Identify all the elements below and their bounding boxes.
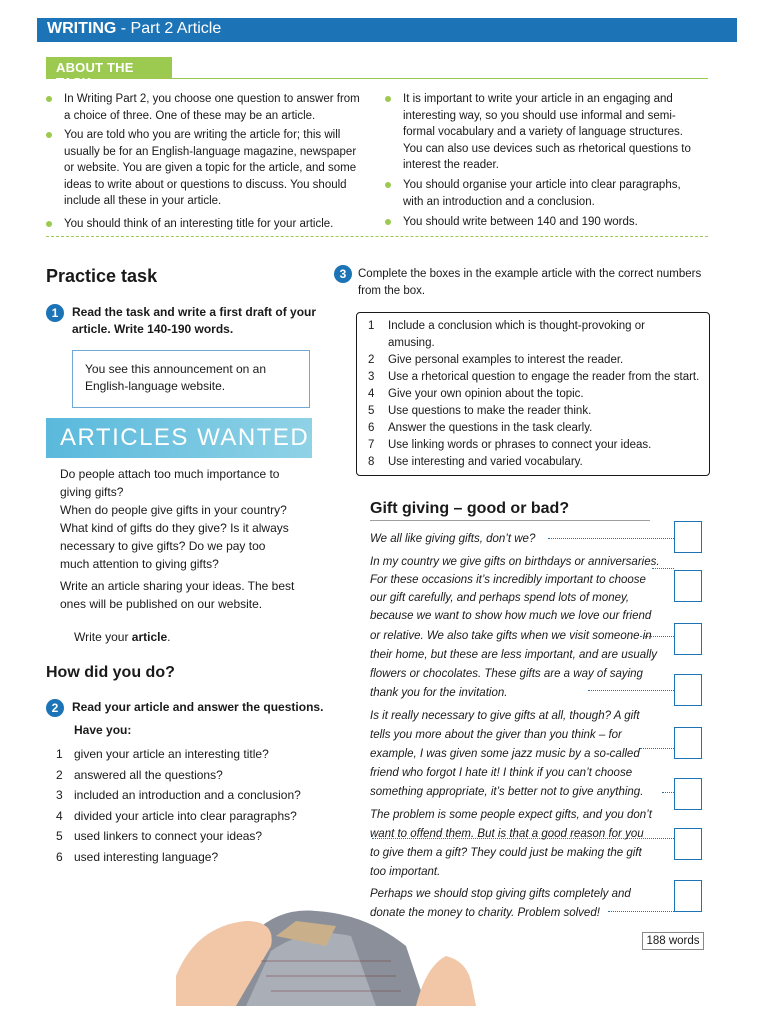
step1-instruction <box>72 304 322 338</box>
how-did-you-do-heading: How did you do? <box>46 664 175 681</box>
article-line: too important. <box>370 866 441 878</box>
answer-box[interactable] <box>674 674 702 706</box>
connector-line <box>652 568 674 569</box>
answer-box[interactable] <box>674 880 702 912</box>
about-bullet-right-3 <box>403 214 708 231</box>
have-you-label: Have you: <box>74 723 132 737</box>
about-bullet-left-1 <box>64 91 374 124</box>
answer-box[interactable] <box>674 828 702 860</box>
step3-line: Complete the boxes in the example article with the correct numbers <box>358 268 702 280</box>
about-line: ideas to write about or questions to discuss. You should <box>64 178 347 191</box>
article-line: their home, but these are less important, and are usually <box>370 649 658 661</box>
section-title-bold: WRITING <box>47 20 117 37</box>
checklist-item <box>56 785 326 806</box>
article-line: to give them a gift? They could just be making the gift <box>370 847 642 859</box>
about-divider-bottom <box>46 236 708 237</box>
answer-box[interactable] <box>674 778 702 810</box>
ad-line: necessary to give gifts? Do we pay too <box>60 539 266 553</box>
connector-line <box>662 792 674 793</box>
option-text: Use interesting and varied vocabulary. <box>388 456 583 468</box>
word-count-badge: 188 words <box>642 932 704 950</box>
ad-line: Do people attach too much importance to <box>60 467 280 481</box>
about-bullet-right-2 <box>403 177 708 210</box>
section-title-rest: - Part 2 Article <box>120 20 222 37</box>
article-line: want to offend them. But is that a good reason for you <box>370 828 644 840</box>
ad-line: much attention to giving gifts? <box>60 557 219 571</box>
about-bullet-left-3 <box>64 216 374 233</box>
bullet-dot-icon <box>385 182 391 188</box>
about-line: with an introduction and a conclusion. <box>403 195 595 208</box>
checklist-text: included an introduction and a conclusion? <box>74 788 301 803</box>
option-number: 2 <box>368 354 375 366</box>
option-text: Give personal examples to interest the reader. <box>388 354 624 366</box>
about-task-tag <box>46 57 172 90</box>
connector-line <box>640 748 674 749</box>
about-line: a choice of three. One of these may be an article. <box>64 109 316 122</box>
about-line: In Writing Part 2, you choose one question to answer from <box>64 93 360 105</box>
articles-wanted-banner <box>46 418 312 458</box>
about-line: or website. You are given a topic for the article, and some <box>64 162 357 174</box>
article-line: example, I was given some jazz music by a so-called <box>370 748 640 760</box>
about-line: You are told who you are writing the article for; this will <box>64 129 341 141</box>
checklist-item <box>56 765 326 786</box>
article-line: flowers or chocolates. These gifts are a way of saying <box>370 668 643 680</box>
answer-box[interactable] <box>674 623 702 655</box>
step1-line: Read the task and write a first draft of your <box>72 305 317 319</box>
step-number-badge: 3 <box>334 265 352 283</box>
about-divider-top <box>172 78 708 79</box>
ad-line: Write an article sharing your ideas. The best <box>60 579 295 593</box>
article-line: or relative. We also take gifts when we visit someone in <box>370 630 652 642</box>
announcement-text: You see this announcement on an English-language website. <box>85 362 267 393</box>
section-title <box>47 20 221 38</box>
about-line: interest the reader. <box>403 159 499 171</box>
about-line: You should organise your article into clear paragraphs, <box>403 179 681 191</box>
checklist-number: 3 <box>56 788 63 803</box>
ad-text-block <box>60 465 320 613</box>
about-line: include all these in your article. <box>64 195 222 207</box>
answer-box[interactable] <box>674 727 702 759</box>
connector-line <box>608 911 674 912</box>
step3-instruction <box>358 266 718 300</box>
checklist-number: 4 <box>56 808 63 823</box>
article-line: In my country we give gifts on birthdays or anniversaries. <box>370 556 660 568</box>
checklist-text: used interesting language? <box>74 849 219 864</box>
checklist-item <box>56 847 326 868</box>
checklist-text: used linkers to connect your ideas? <box>74 829 263 844</box>
bullet-dot-icon <box>46 96 52 102</box>
article-line: The problem is some people expect gifts, and you don’t <box>370 809 652 821</box>
option-text: Use a rhetorical question to engage the reader from the start. <box>388 371 700 383</box>
step2-instruction: Read your article and answer the questions. <box>72 700 324 714</box>
option-number: 8 <box>368 456 375 468</box>
option-number: 5 <box>368 405 375 417</box>
option-number: 6 <box>368 422 375 434</box>
checklist-item <box>56 826 326 847</box>
article-line: Perhaps we should stop giving gifts completely and <box>370 888 631 900</box>
article-line: thank you for the invitation. <box>370 687 508 699</box>
option-text: Include a conclusion which is thought-provoking or <box>388 320 645 332</box>
step-number-badge: 2 <box>46 699 64 717</box>
checklist-text: given your article an interesting title? <box>74 747 269 761</box>
about-line: usually be for an English-language magazine, newspaper <box>64 145 357 158</box>
article-title-underline <box>370 520 650 521</box>
connector-line <box>548 538 674 539</box>
about-bullet-left-2 <box>64 127 374 210</box>
step3-line: from the box. <box>358 285 426 297</box>
checklist-item <box>56 744 326 765</box>
write-suffix: . <box>167 630 171 644</box>
article-line: something appropriate, it’s better not to give anything. <box>370 786 644 798</box>
about-bullet-right-1 <box>403 91 708 174</box>
about-line: You should think of an interesting title for your article. <box>64 218 334 230</box>
answer-box[interactable] <box>674 521 702 553</box>
article-line: For these occasions it’s incredibly important to choose <box>370 574 646 586</box>
ad-line: When do people give gifts in your country? <box>60 503 287 517</box>
write-your-article-line <box>74 629 171 646</box>
article-line: Is it really necessary to give gifts at all, though? A gift <box>370 710 640 722</box>
option-text: Use questions to make the reader think. <box>388 405 592 417</box>
option-number: 4 <box>368 388 375 400</box>
checklist-item <box>56 806 326 827</box>
about-line: interesting way, so you should use informal and semi- <box>403 109 676 122</box>
article-line: tells you more about the giver than you think – for <box>370 729 622 741</box>
bullet-dot-icon <box>46 221 52 227</box>
bullet-dot-icon <box>385 96 391 102</box>
checklist-text: divided your article into clear paragraphs? <box>74 808 297 823</box>
article-line: friend who forgot I hate it! I think if you can’t choose <box>370 767 633 779</box>
checklist-number: 1 <box>56 747 63 761</box>
connector-line <box>588 690 674 691</box>
option-text: amusing. <box>388 337 435 349</box>
ad-line: giving gifts? <box>60 485 124 499</box>
about-line: You can also use devices such as rhetorical questions to <box>403 142 691 155</box>
checklist-number: 5 <box>56 829 63 844</box>
article-line: We all like giving gifts, don’t we? <box>370 533 536 545</box>
article-title: Gift giving – good or bad? <box>370 500 570 517</box>
option-number: 3 <box>368 371 375 383</box>
about-line: You should write between 140 and 190 words. <box>403 216 638 228</box>
checklist-text: answered all the questions? <box>74 767 223 782</box>
article-line: because we want to show how much we love our friend <box>370 610 652 622</box>
option-number: 1 <box>368 320 375 332</box>
checklist-number: 2 <box>56 767 63 782</box>
bullet-dot-icon <box>385 219 391 225</box>
article-line: donate the money to charity. Problem solved! <box>370 907 600 919</box>
step1-line: article. Write 140-190 words. <box>72 322 234 336</box>
about-task-label: ABOUT THE TASK <box>56 60 134 90</box>
checklist <box>56 744 326 868</box>
option-text: Give your own opinion about the topic. <box>388 388 584 400</box>
option-number: 7 <box>368 439 375 451</box>
about-line: It is important to write your article in an engaging and <box>403 93 673 105</box>
answer-box[interactable] <box>674 570 702 602</box>
write-word: article <box>131 630 168 644</box>
bullet-dot-icon <box>46 132 52 138</box>
option-text: Answer the questions in the task clearly. <box>388 422 593 434</box>
write-prefix: Write your <box>74 630 132 644</box>
ad-line: What kind of gifts do they give? Is it always <box>60 521 289 535</box>
step-number-badge: 1 <box>46 304 64 322</box>
about-line: formal vocabulary and a variety of language structures. <box>403 126 683 138</box>
announcement-box <box>72 350 310 408</box>
connector-line <box>640 636 674 637</box>
section-header-bar <box>37 18 737 42</box>
checklist-number: 6 <box>56 849 63 864</box>
article-line: our gift carefully, and perhaps spend lots of money, <box>370 592 630 604</box>
connector-line <box>372 838 674 839</box>
articles-wanted-title: ARTICLES WANTED <box>60 424 310 451</box>
ad-line: ones will be published on our website. <box>60 597 263 611</box>
practice-task-heading: Practice task <box>46 266 158 286</box>
option-text: Use linking words or phrases to connect your ideas. <box>388 439 652 451</box>
